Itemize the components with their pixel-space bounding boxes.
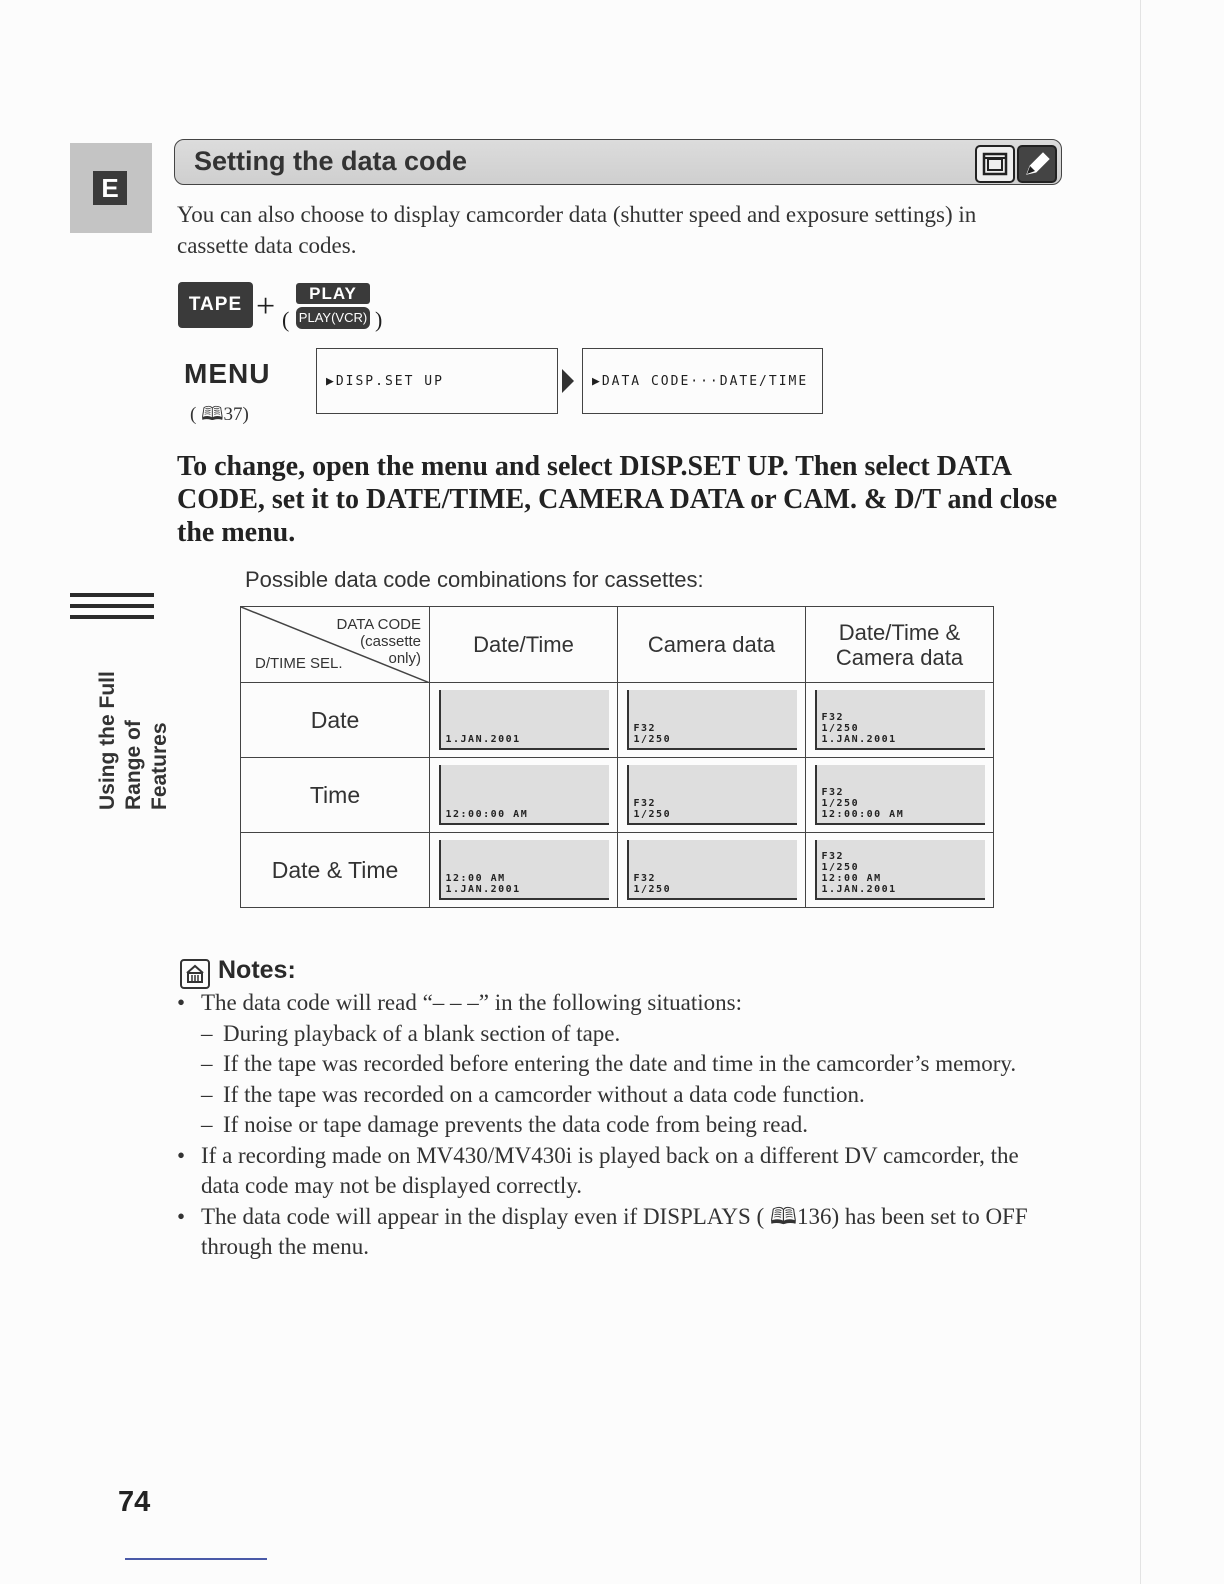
display-screen xyxy=(815,765,985,825)
menu-arrow-icon xyxy=(562,369,574,393)
notes-list xyxy=(177,988,1057,1263)
display-screen xyxy=(815,690,985,750)
note-item: • The data code will appear in the display even if DISPLAYS ( 🕮136) has been set to OFF through the menu. xyxy=(177,1202,1057,1263)
display-screen xyxy=(439,765,609,825)
row-label: Date xyxy=(241,683,430,758)
menu-label: MENU xyxy=(184,358,271,389)
chapter-letter: E xyxy=(93,171,127,205)
column-header: Date/Time xyxy=(430,607,618,683)
table-header-row xyxy=(241,607,994,683)
screen-text: F32 1/250 12:00 AM 1.JAN.2001 xyxy=(821,851,897,895)
row-label: Date & Time xyxy=(241,833,430,908)
display-screen xyxy=(439,690,609,750)
screen-text: 1.JAN.2001 xyxy=(445,734,521,745)
display-screen xyxy=(439,840,609,900)
note-item: • If a recording made on MV430/MV430i is played back on a different DV camcorder, the data code may not be displayed correctly. xyxy=(177,1141,1057,1202)
corner-dtime-label: D/TIME SEL. xyxy=(255,655,343,672)
intro-paragraph: You can also choose to display camcorder data (shutter speed and exposure settings) in cassette data codes. xyxy=(177,202,977,258)
display-screen xyxy=(627,690,797,750)
table-cell xyxy=(806,758,994,833)
notes-icon xyxy=(180,959,210,989)
table-row xyxy=(241,683,994,758)
table-cell xyxy=(618,683,806,758)
side-bars xyxy=(70,593,154,626)
footer-rule xyxy=(125,1558,267,1560)
display-screen xyxy=(627,840,797,900)
column-header: Camera data xyxy=(618,607,806,683)
plus-sign: + xyxy=(256,288,276,325)
card-camera-icon xyxy=(975,145,1015,183)
section-header xyxy=(174,139,1062,185)
play-vcr-mode-badge: PLAY(VCR) xyxy=(296,307,370,329)
data-code-table xyxy=(240,606,994,908)
chapter-tab xyxy=(70,143,152,233)
open-paren: ( xyxy=(282,307,290,332)
table-cell xyxy=(806,833,994,908)
close-paren: ) xyxy=(375,307,383,332)
screen-text: 12:00 AM 1.JAN.2001 xyxy=(445,873,521,895)
note-subitem: – If the tape was recorded on a camcorder without a data code function. xyxy=(177,1080,1057,1111)
screen-text: F32 1/250 1.JAN.2001 xyxy=(821,712,897,745)
section-title: Setting the data code xyxy=(194,146,468,176)
menu-step-1-text: ▶DISP.SET UP xyxy=(326,374,444,389)
tape-mode-badge: TAPE xyxy=(178,282,253,328)
table-cell xyxy=(430,683,618,758)
note-subitem: – If noise or tape damage prevents the data code from being read. xyxy=(177,1110,1057,1141)
table-cell xyxy=(806,683,994,758)
menu-step-2 xyxy=(582,348,823,414)
instruction-heading: To change, open the menu and select DISP.SET UP. Then select DATA CODE, set it to DATE/TIME, CAMERA DATA or CAM. & D/T and close the menu. xyxy=(177,451,1058,548)
page-edge xyxy=(1140,0,1141,1584)
side-label-line2: Range of Features xyxy=(122,720,171,810)
display-screen xyxy=(815,840,985,900)
row-label: Time xyxy=(241,758,430,833)
notes-title: Notes: xyxy=(218,956,296,984)
page-number: 74 xyxy=(118,1486,151,1518)
table-cell xyxy=(430,758,618,833)
table-cell xyxy=(618,833,806,908)
pencil-icon xyxy=(1017,145,1057,183)
screen-text: F32 1/250 xyxy=(633,723,672,745)
side-label-line1: Using the Full xyxy=(96,671,119,810)
note-item: • The data code will read “– – –” in the following situations: xyxy=(177,988,1057,1019)
screen-text: F32 1/250 12:00:00 AM xyxy=(821,787,905,820)
corner-data-code-label: DATA CODE (cassette only) xyxy=(336,616,421,667)
screen-text: 12:00:00 AM xyxy=(445,809,529,820)
column-header: Date/Time & Camera data xyxy=(806,607,994,683)
table-row xyxy=(241,758,994,833)
note-subitem: – During playback of a blank section of tape. xyxy=(177,1019,1057,1050)
screen-text: F32 1/250 xyxy=(633,873,672,895)
table-caption: Possible data code combinations for cassettes: xyxy=(245,567,704,592)
side-chapter-label xyxy=(95,630,171,810)
screen-text: F32 1/250 xyxy=(633,798,672,820)
table-corner-cell xyxy=(241,607,430,683)
table-cell xyxy=(618,758,806,833)
display-screen xyxy=(627,765,797,825)
menu-step-2-text: ▶DATA CODE···DATE/TIME xyxy=(592,374,809,389)
menu-step-1 xyxy=(316,348,558,414)
note-subitem: – If the tape was recorded before entering the date and time in the camcorder’s memory. xyxy=(177,1049,1057,1080)
menu-page-ref: ( 🕮37) xyxy=(190,404,249,425)
table-cell xyxy=(430,833,618,908)
table-row xyxy=(241,833,994,908)
play-mode-badge: PLAY xyxy=(296,283,370,304)
